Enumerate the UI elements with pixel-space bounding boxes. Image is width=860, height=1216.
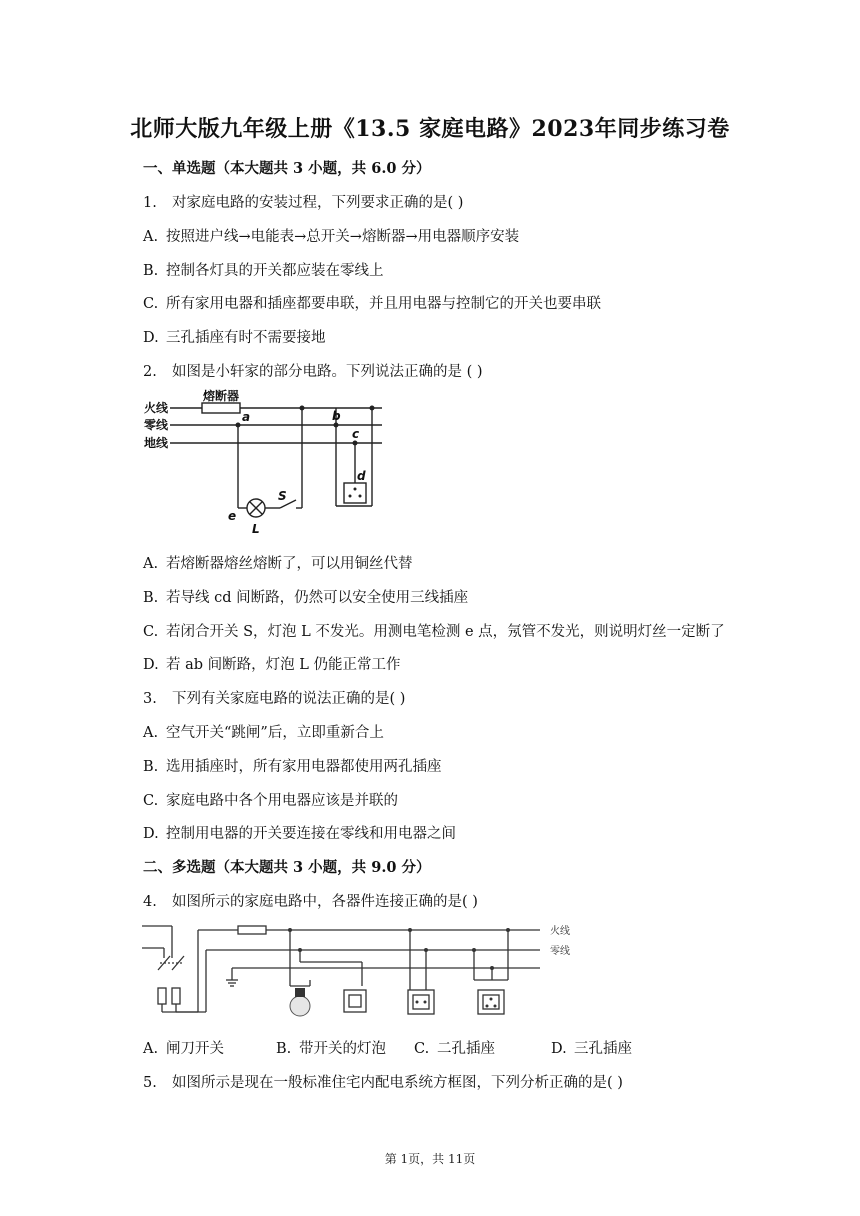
q3-option-a: A. 空气开关“跳闸”后，立即重新合上 (143, 725, 384, 741)
q1-option-b: B. 控制各灯具的开关都应装在零线上 (143, 263, 384, 279)
q4-option-c: C. 二孔插座 (414, 1041, 495, 1057)
question-stem: 对家庭电路的安装过程，下列要求正确的是( ) (172, 195, 464, 211)
q4-option-b: B. 带开关的灯泡 (276, 1041, 386, 1057)
question-1 (143, 191, 463, 212)
question-number: 4. (143, 894, 157, 910)
question-stem: 如图是小轩家的部分电路。下列说法正确的是 ( ) (172, 364, 483, 380)
page-footer: 第 1页，共 11页 (384, 1152, 476, 1166)
question-stem: 如图所示的家庭电路中，各器件连接正确的是( ) (172, 894, 478, 910)
label-point-a: a (242, 410, 251, 424)
label-live-wire: 火线 (144, 401, 169, 415)
question-3 (143, 687, 405, 708)
section-heading-single-choice: 一、单选题（本大题共 3 小题，共 6.0 分） (143, 160, 431, 177)
label-point-e: e (228, 509, 237, 523)
question-number: 1. (143, 195, 157, 211)
q3-option-b: B. 选用插座时，所有家用电器都使用两孔插座 (143, 759, 442, 775)
q3-option-d: D. 控制用电器的开关要连接在零线和用电器之间 (143, 826, 456, 842)
q1-option-a: A. 按照进户线→电能表→总开关→熔断器→用电器顺序安装 (143, 229, 520, 245)
q2-option-d: D. 若 ab 间断路，灯泡 L 仍能正常工作 (143, 657, 401, 673)
circuit-figure-q2 (140, 388, 390, 538)
q1-option-c: C. 所有家用电器和插座都要串联，并且用电器与控制它的开关也要串联 (143, 296, 601, 312)
q2-option-b: B. 若导线 cd 间断路，仍然可以安全使用三线插座 (143, 590, 469, 606)
q2-option-c: C. 若闭合开关 S，灯泡 L 不发光。用测电笔检测 e 点，氖管不发光，则说明灯丝一定断了 (143, 624, 725, 640)
question-stem: 如图所示是现在一般标准住宅内配电系统方框图，下列分析正确的是( ) (172, 1075, 623, 1091)
q4-option-d: D. 三孔插座 (551, 1041, 632, 1057)
question-number: 3. (143, 691, 157, 707)
label-point-c: c (352, 427, 360, 441)
document-title: 北师大版九年级上册《13.5 家庭电路》2023年同步练习卷 (130, 116, 730, 142)
circuit-figure-q4 (140, 918, 580, 1028)
label-point-d: d (357, 469, 366, 483)
question-number: 5. (143, 1075, 157, 1091)
question-number: 2. (143, 364, 157, 380)
label-lamp-l: L (252, 522, 260, 536)
q4-option-a: A. 闸刀开关 (143, 1041, 224, 1057)
question-2 (143, 360, 483, 381)
section-heading-multiple-choice: 二、多选题（本大题共 3 小题，共 9.0 分） (143, 859, 431, 876)
label-ground-wire: 地线 (144, 436, 169, 450)
fuse-symbol (202, 403, 240, 413)
question-stem: 下列有关家庭电路的说法正确的是( ) (172, 691, 406, 707)
question-5 (143, 1071, 623, 1092)
q2-option-a: A. 若熔断器熔丝熔断了，可以用铜丝代替 (143, 556, 413, 572)
label-fuse: 熔断器 (203, 389, 240, 403)
q1-option-d: D. 三孔插座有时不需要接地 (143, 330, 326, 346)
question-4 (143, 890, 478, 911)
q3-option-c: C. 家庭电路中各个用电器应该是并联的 (143, 793, 398, 809)
label-neutral-wire: 零线 (144, 418, 169, 432)
label-neutral-wire: 零线 (550, 946, 570, 957)
label-point-b: b (332, 409, 341, 423)
label-live-wire: 火线 (550, 926, 570, 937)
label-switch-s: S (278, 489, 287, 503)
